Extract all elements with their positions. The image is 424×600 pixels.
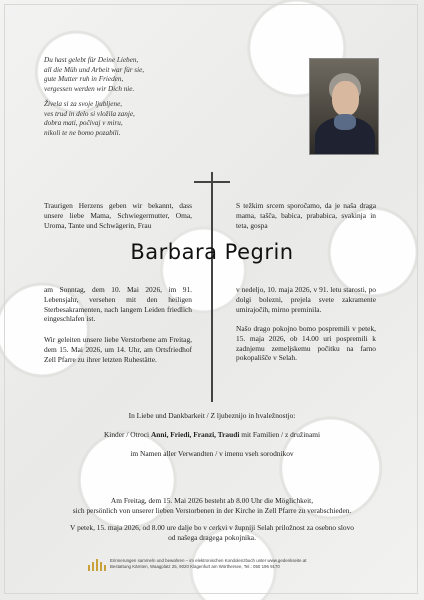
intro-slovenian: S težkim srcem sporočamo, da je naša draga mama, tašča, babica, prababica, svakinja in teta, gospa [236,201,376,230]
prayer-slovenian-2: od našega dragega pokojnika. [168,533,256,542]
family-suffix: mit Familien / z družinami [239,430,321,439]
family-names: Anni, Friedi, Franzi, Traudi [150,430,240,439]
prayer-german-2: sich persönlich von unserer lieben Verstorbenen in der Kirche in Zell Pfarre zu verabschieden. [72,506,352,515]
footer-line-2: Bestattung Kärnten, Waagplatz 25, 9020 Klagenfurt am Wörthersee, Tel.: 050 196 9170 [110,563,280,569]
candle-logo-icon [88,557,106,571]
poem-line: gute Mutter ruh in Frieden, [44,75,124,84]
prayer-slovenian-1: V petek, 15. maja 2026, od 8.00 ure dalje bo v cerkvi v župniji Selah priložnost za osebno slovo [70,523,354,532]
gratitude-line: In Liebe und Dankbarkeit / Z ljubeznijo in hvaležnostjo: [128,411,296,420]
funeral-notice-slovenian: Našo drago pokojno bomo pospremili v petek, 15. maja 2026, ob 14.00 uri pospremili k zadnjemu zemeljskemu počitku na farno pokopališče v Selah. [236,324,376,363]
poem-line: ves trud in delo si vložila zanje, [44,109,135,118]
family-line [0,430,424,440]
family-prefix: Kinder / Otroci [103,430,151,439]
portrait-photo [309,58,379,155]
poem-line: all die Müh und Arbeit war für sie, [44,65,145,74]
death-notice-german: am Sonntag, dem 10. Mai 2026, im 91. Lebensjahr, versehen mit den heiligen Sterbesakramenten, nach langem Leiden friedlich eingeschlafen ist. [44,285,192,324]
poem-line: dobra mati, počivaj v miru, [44,119,123,128]
poem-slovenian [44,100,135,138]
poem-line: Du hast gelebt für Deine Lieben, [44,56,139,64]
poem-german [44,56,144,94]
poem-line: nikoli te ne bomo pozabili. [44,128,121,137]
poem-line: vergessen werden wir Dich nie. [44,84,135,93]
cross-icon [211,172,213,402]
intro-german: Traurigen Herzens geben wir bekannt, dass unsere liebe Mama, Schwiegermutter, Oma, Uroma, Tante und Schwägerin, Frau [44,201,192,230]
death-notice-slovenian: v nedeljo, 10. maja 2026, v 91. letu starosti, po dolgi bolezni, prejela svete zakramente umirajočih, mirno preminila. [236,285,376,314]
poem-line: Živela si za svoje ljubljene, [44,100,123,108]
funeral-notice-german: Wir geleiten unsere liebe Verstorbene am Freitag, dem 15. Mai 2026, um 14. Uhr, am Ortsfriedhof Zell Pfarre zu ihrer letzten Ruhestätte. [44,335,192,364]
deceased-name: Barbara Pegrin [130,240,294,264]
prayer-german-1: Am Freitag, dem 15. Mai 2026 besteht ab 8.00 Uhr die Möglichkeit, [110,496,314,505]
footer-line-1: Erinnerungen sammeln und bewahren – im elektronischen Kondolenzbuch unter www.gedenkseite.at [110,558,307,563]
footer [110,558,306,569]
relatives-line: im Namen aller Verwandten / v imenu vseh sorodnikov [130,449,294,458]
cross-icon-bar [194,181,230,183]
